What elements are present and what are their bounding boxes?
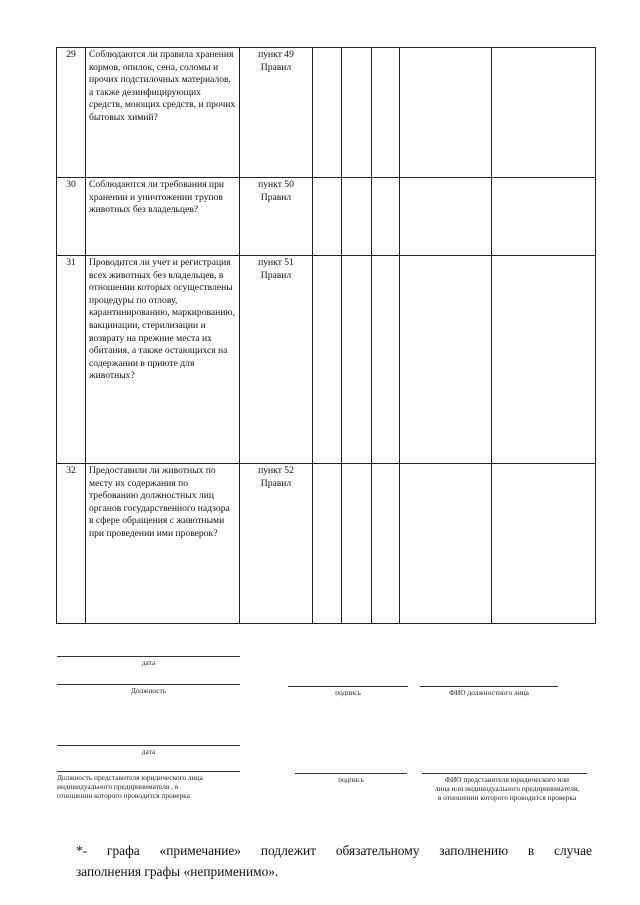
remark-cell[interactable] <box>492 464 596 624</box>
signature-caption: подпись <box>335 688 361 697</box>
row-question: Соблюдаются ли требования при хранении и уничтожении трупов животных без владельцев? <box>86 178 240 256</box>
answer-cell-not-applicable[interactable] <box>372 48 400 178</box>
answer-cell-not-applicable[interactable] <box>372 464 400 624</box>
row-question: Проводится ли учет и регистрация всех животных без владельцев, в отношении которых осуществлены процедуры по отлову, карантинированию, маркированию, вакцинации, стерилизации и возврату на прежние места их обитания, а также остающихся на содержании в приюте для животных? <box>86 256 240 464</box>
official-name-caption: ФИО должностного лица <box>449 688 529 697</box>
position-line[interactable] <box>57 684 240 685</box>
answer-cell-yes[interactable] <box>313 178 342 256</box>
row-legal-reference: пункт 52 Правил <box>240 464 313 624</box>
answer-cell-yes[interactable] <box>313 48 342 178</box>
note-cell[interactable] <box>400 178 492 256</box>
answer-cell-yes[interactable] <box>313 464 342 624</box>
note-cell[interactable] <box>400 464 492 624</box>
representative-name-caption: ФИО представителя юридического или лица или индивидуального предпринимателя, в отношении которого проводится проверка <box>434 775 580 802</box>
signature-line[interactable] <box>288 686 408 687</box>
official-name-line[interactable] <box>420 686 558 687</box>
row-number: 32 <box>57 464 86 624</box>
answer-cell-not-applicable[interactable] <box>372 256 400 464</box>
checklist-table <box>56 47 596 624</box>
row-legal-reference: пункт 51 Правил <box>240 256 313 464</box>
table-row <box>57 256 596 464</box>
answer-cell-no[interactable] <box>342 48 372 178</box>
table-row <box>57 464 596 624</box>
row-number: 29 <box>57 48 86 178</box>
row-legal-reference: пункт 50 Правил <box>240 178 313 256</box>
remark-cell[interactable] <box>492 256 596 464</box>
representative-position-line[interactable] <box>57 771 240 772</box>
row-legal-reference: пункт 49 Правил <box>240 48 313 178</box>
footnote <box>76 840 592 882</box>
note-cell[interactable] <box>400 48 492 178</box>
representative-name-line[interactable] <box>422 773 587 774</box>
row-question: Предоставили ли животных по месту их содержания по требованию должностных лиц органов государственного надзора в сфере обращения с животными при проведении ими проверок? <box>86 464 240 624</box>
footnote-line: *- графа «примечание» подлежит обязательному заполнению в случае <box>76 843 592 858</box>
answer-cell-no[interactable] <box>342 256 372 464</box>
answer-cell-no[interactable] <box>342 464 372 624</box>
row-number: 31 <box>57 256 86 464</box>
answer-cell-yes[interactable] <box>313 256 342 464</box>
note-cell[interactable] <box>400 256 492 464</box>
table-row <box>57 48 596 178</box>
date-caption: дата <box>141 747 156 756</box>
representative-signature-line[interactable] <box>295 773 407 774</box>
date-line[interactable] <box>57 656 240 657</box>
answer-cell-not-applicable[interactable] <box>372 178 400 256</box>
row-question: Соблюдаются ли правила хранения кормов, опилок, сена, соломы и прочих подстилочных материалов, а также дезинфицирующих средств, моющих средств, и прочих бытовых химий? <box>86 48 240 178</box>
position-caption: Должность <box>130 686 167 695</box>
remark-cell[interactable] <box>492 48 596 178</box>
date-line[interactable] <box>57 745 240 746</box>
row-number: 30 <box>57 178 86 256</box>
remark-cell[interactable] <box>492 178 596 256</box>
answer-cell-no[interactable] <box>342 178 372 256</box>
representative-signature-caption: подпись <box>338 775 364 784</box>
representative-position-caption: Должность представителя юридического лица индивидуального предпринимателя , в отношении которого проводится проверка <box>57 773 203 800</box>
date-caption: дата <box>141 658 156 667</box>
footnote-line: заполнения графы «неприменимо». <box>76 864 279 879</box>
table-row <box>57 178 596 256</box>
